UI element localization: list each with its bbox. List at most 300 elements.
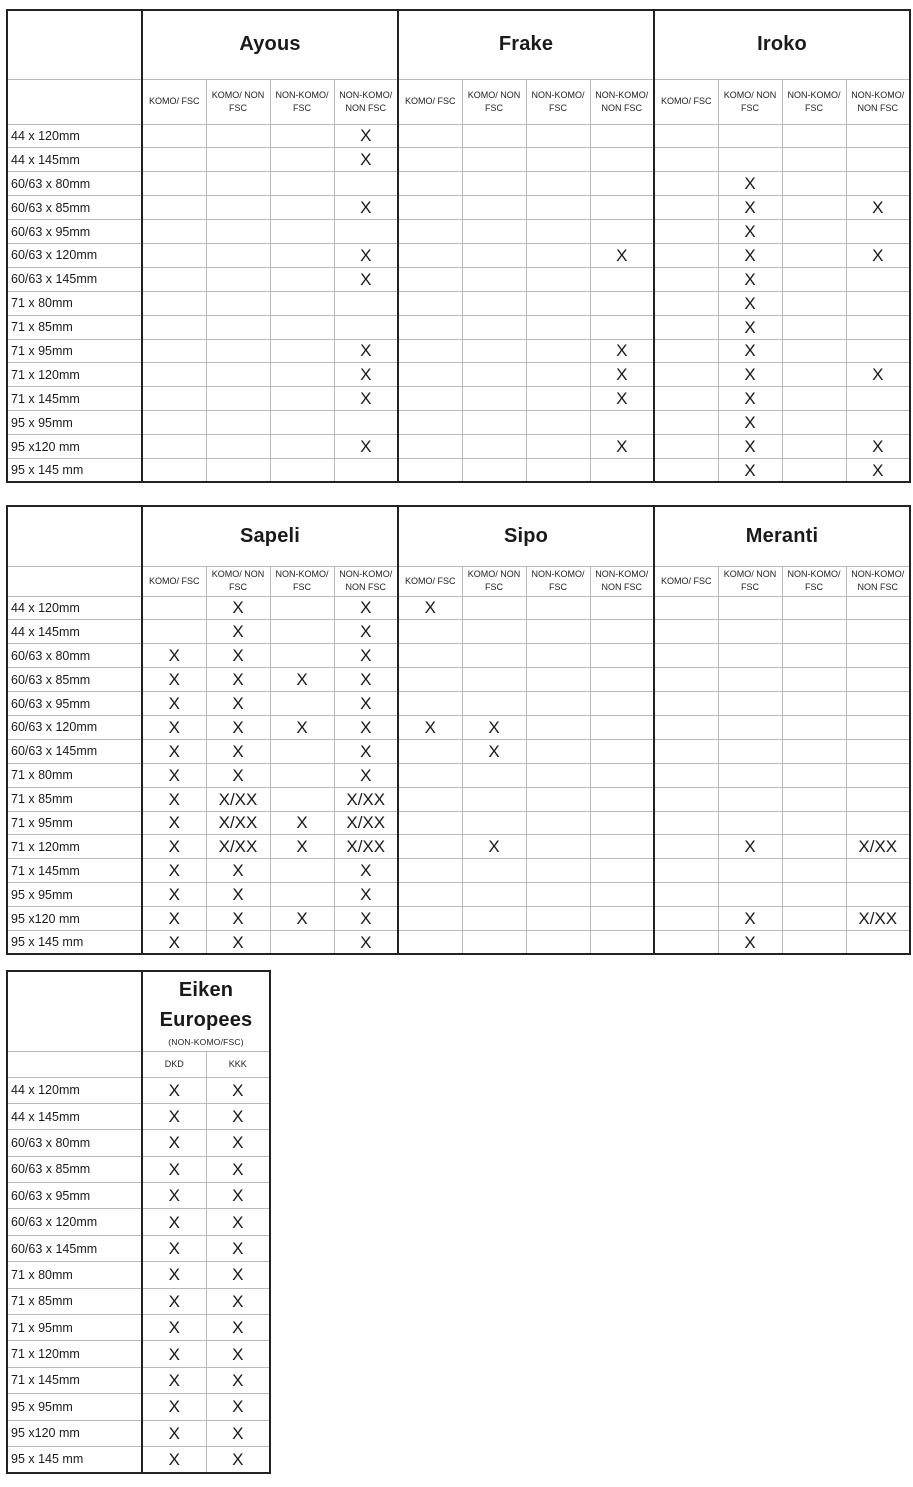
availability-cell: X (142, 1420, 206, 1446)
availability-cell (782, 339, 846, 363)
availability-cell (462, 196, 526, 220)
table-row (7, 196, 910, 220)
availability-cell (462, 220, 526, 244)
availability-cell (206, 435, 270, 459)
certification-header: NON-KOMO/ NON FSC (590, 79, 654, 124)
availability-cell (782, 787, 846, 811)
availability-cell: X (142, 668, 206, 692)
availability-cell: X (142, 739, 206, 763)
availability-cell: X (206, 763, 270, 787)
availability-cell (846, 124, 910, 148)
availability-cell: X (206, 930, 270, 954)
availability-cell: X (206, 620, 270, 644)
availability-cell (526, 763, 590, 787)
availability-cell (846, 883, 910, 907)
certification-header: KOMO/ FSC (398, 79, 462, 124)
availability-cell (142, 267, 206, 291)
availability-cell (718, 715, 782, 739)
size-label: 60/63 x 80mm (7, 1130, 142, 1156)
availability-cell (462, 387, 526, 411)
availability-cell: X (462, 835, 526, 859)
availability-cell (142, 315, 206, 339)
certification-header: NON-KOMO/ NON FSC (846, 79, 910, 124)
availability-cell (590, 859, 654, 883)
availability-cell (206, 148, 270, 172)
availability-cell: X (142, 835, 206, 859)
availability-cell (270, 787, 334, 811)
availability-cell (590, 196, 654, 220)
availability-cell (718, 787, 782, 811)
availability-cell (590, 668, 654, 692)
availability-cell (846, 291, 910, 315)
availability-cell (270, 315, 334, 339)
availability-cell (334, 172, 398, 196)
availability-cell (206, 458, 270, 482)
availability-cell: X/XX (846, 835, 910, 859)
availability-cell (334, 220, 398, 244)
availability-cell (590, 883, 654, 907)
availability-cell (590, 835, 654, 859)
availability-cell: X (142, 1315, 206, 1341)
availability-cell (526, 835, 590, 859)
availability-cell (206, 411, 270, 435)
availability-cell: X (718, 930, 782, 954)
size-label: 71 x 120mm (7, 363, 142, 387)
availability-cell (718, 883, 782, 907)
availability-cell: X (142, 715, 206, 739)
availability-cell (782, 458, 846, 482)
availability-cell: X (142, 1103, 206, 1129)
availability-cell (270, 620, 334, 644)
availability-cell (462, 883, 526, 907)
table-row (7, 124, 910, 148)
availability-cell (846, 930, 910, 954)
availability-cell: X (334, 124, 398, 148)
availability-cell: X (206, 1394, 270, 1420)
table-row (7, 387, 910, 411)
availability-cell: X (334, 620, 398, 644)
species-title-sipo: Sipo (398, 506, 654, 566)
availability-cell (846, 596, 910, 620)
availability-cell (654, 220, 718, 244)
availability-cell: X (334, 148, 398, 172)
availability-cell (526, 363, 590, 387)
certification-header: KOMO/ NON FSC (206, 79, 270, 124)
table-row (7, 339, 910, 363)
availability-cell (142, 291, 206, 315)
availability-cell: X (334, 883, 398, 907)
availability-cell (526, 267, 590, 291)
availability-cell (782, 435, 846, 459)
size-label: 44 x 120mm (7, 124, 142, 148)
availability-cell: X/XX (846, 907, 910, 931)
size-label: 71 x 120mm (7, 1341, 142, 1367)
availability-cell (206, 172, 270, 196)
size-label: 95 x 145 mm (7, 458, 142, 482)
table-row (7, 835, 910, 859)
availability-cell (526, 339, 590, 363)
availability-cell (270, 692, 334, 716)
availability-cell: X (142, 1130, 206, 1156)
availability-cell (718, 668, 782, 692)
availability-cell (846, 739, 910, 763)
availability-cell: X (206, 1446, 270, 1472)
availability-cell (782, 267, 846, 291)
table-row (7, 763, 910, 787)
availability-cell (654, 930, 718, 954)
availability-cell (398, 243, 462, 267)
availability-cell: X (142, 1341, 206, 1367)
availability-cell (654, 196, 718, 220)
availability-cell: X (334, 196, 398, 220)
availability-cell (398, 739, 462, 763)
certification-header: NON-KOMO/ FSC (782, 566, 846, 596)
availability-cell (782, 596, 846, 620)
table-row (7, 411, 910, 435)
availability-cell: X (142, 1235, 206, 1261)
availability-cell: X (334, 243, 398, 267)
availability-cell (846, 148, 910, 172)
table-row (7, 1209, 270, 1235)
availability-cell: X (206, 692, 270, 716)
availability-cell: X (142, 1077, 206, 1103)
availability-cell (270, 148, 334, 172)
table-row (7, 930, 910, 954)
availability-cell (462, 291, 526, 315)
availability-cell (590, 811, 654, 835)
availability-cell (398, 859, 462, 883)
availability-cell: X (590, 435, 654, 459)
availability-cell (270, 267, 334, 291)
availability-cell (270, 411, 334, 435)
availability-cell (462, 644, 526, 668)
availability-cell (654, 172, 718, 196)
availability-cell (846, 267, 910, 291)
availability-cell (142, 339, 206, 363)
table-row (7, 1262, 270, 1288)
table-row (7, 1341, 270, 1367)
availability-cell (718, 596, 782, 620)
certification-header-row (7, 566, 910, 596)
availability-cell (782, 715, 846, 739)
availability-cell: X (206, 1103, 270, 1129)
availability-cell (334, 315, 398, 339)
table-row (7, 1183, 270, 1209)
size-label: 60/63 x 95mm (7, 1183, 142, 1209)
availability-cell (142, 196, 206, 220)
availability-cell (526, 196, 590, 220)
availability-cell (846, 644, 910, 668)
availability-cell (398, 930, 462, 954)
availability-cell (782, 692, 846, 716)
availability-cell (718, 148, 782, 172)
table-row (7, 787, 910, 811)
availability-cell (206, 363, 270, 387)
availability-cell: X (206, 1130, 270, 1156)
availability-cell: X (270, 715, 334, 739)
availability-cell: X (206, 907, 270, 931)
availability-cell (654, 387, 718, 411)
availability-cell (846, 715, 910, 739)
size-label: 44 x 145mm (7, 148, 142, 172)
availability-cell (526, 411, 590, 435)
certification-header: NON-KOMO/ NON FSC (590, 566, 654, 596)
size-label: 71 x 120mm (7, 835, 142, 859)
availability-cell (846, 339, 910, 363)
drying-method-header: KKK (206, 1051, 270, 1077)
species-header-row (7, 971, 270, 1051)
availability-cell (846, 668, 910, 692)
availability-cell (782, 763, 846, 787)
table-row (7, 220, 910, 244)
availability-cell (526, 739, 590, 763)
availability-cell (782, 620, 846, 644)
availability-cell: X (334, 930, 398, 954)
availability-cell (270, 930, 334, 954)
availability-cell (462, 930, 526, 954)
size-label: 95 x120 mm (7, 435, 142, 459)
availability-cell: X (718, 387, 782, 411)
availability-cell: X (142, 1394, 206, 1420)
availability-cell: X (142, 1367, 206, 1393)
availability-cell (654, 715, 718, 739)
table-row (7, 1367, 270, 1393)
availability-cell: X (718, 435, 782, 459)
availability-cell: X (142, 907, 206, 931)
availability-cell (270, 596, 334, 620)
size-label: 44 x 120mm (7, 596, 142, 620)
table-row (7, 859, 910, 883)
availability-cell (270, 363, 334, 387)
availability-cell: X (142, 763, 206, 787)
availability-cell: X (270, 668, 334, 692)
availability-cell (206, 124, 270, 148)
availability-cell (270, 644, 334, 668)
size-label: 95 x 145 mm (7, 930, 142, 954)
availability-cell (462, 859, 526, 883)
availability-cell: X (462, 715, 526, 739)
availability-cell (462, 907, 526, 931)
species-title-iroko: Iroko (654, 10, 910, 79)
certification-header: KOMO/ FSC (142, 566, 206, 596)
availability-cell (846, 811, 910, 835)
availability-cell (654, 668, 718, 692)
size-label: 71 x 145mm (7, 1367, 142, 1393)
size-label: 44 x 120mm (7, 1077, 142, 1103)
species-header-row (7, 10, 910, 79)
certification-header: NON-KOMO/ NON FSC (334, 79, 398, 124)
availability-cell: X (334, 668, 398, 692)
availability-cell (590, 620, 654, 644)
corner-cell (7, 566, 142, 596)
table-row (7, 1130, 270, 1156)
availability-cell: X/XX (334, 835, 398, 859)
certification-header: KOMO/ FSC (398, 566, 462, 596)
availability-cell (270, 220, 334, 244)
availability-cell (398, 620, 462, 644)
availability-cell (590, 907, 654, 931)
availability-cell: X (590, 243, 654, 267)
availability-cell: X (334, 715, 398, 739)
availability-cell (782, 196, 846, 220)
availability-cell (654, 411, 718, 435)
availability-cell (462, 596, 526, 620)
availability-cell (398, 835, 462, 859)
availability-cell: X (206, 1367, 270, 1393)
availability-cell: X (206, 1077, 270, 1103)
availability-cell (334, 458, 398, 482)
availability-cell (462, 243, 526, 267)
certification-header: KOMO/ NON FSC (718, 79, 782, 124)
species-title-frake: Frake (398, 10, 654, 79)
availability-cell (398, 267, 462, 291)
availability-cell (590, 715, 654, 739)
availability-cell (654, 458, 718, 482)
availability-cell (398, 883, 462, 907)
size-label: 71 x 95mm (7, 339, 142, 363)
availability-cell: X (334, 596, 398, 620)
availability-cell (654, 620, 718, 644)
availability-cell: X (142, 1209, 206, 1235)
size-label: 71 x 145mm (7, 859, 142, 883)
availability-cell (654, 596, 718, 620)
availability-cell (590, 411, 654, 435)
availability-cell (654, 883, 718, 907)
availability-cell (270, 458, 334, 482)
availability-cell (654, 339, 718, 363)
availability-cell: X (846, 243, 910, 267)
availability-cell: X (718, 907, 782, 931)
table-row (7, 1288, 270, 1314)
availability-cell (526, 883, 590, 907)
availability-cell (782, 411, 846, 435)
availability-cell (590, 220, 654, 244)
certification-header: NON-KOMO/ FSC (782, 79, 846, 124)
eiken-title: Eiken Europees (159, 979, 253, 1032)
availability-cell: X (718, 196, 782, 220)
availability-cell (462, 668, 526, 692)
availability-cell: X (334, 363, 398, 387)
availability-cell (398, 763, 462, 787)
size-label: 71 x 85mm (7, 315, 142, 339)
availability-cell (206, 387, 270, 411)
availability-cell: X (206, 1156, 270, 1182)
availability-cell (462, 172, 526, 196)
table-row (7, 1420, 270, 1446)
availability-cell: X (206, 1420, 270, 1446)
species-title-eiken-europees (142, 971, 270, 1051)
table-row (7, 172, 910, 196)
availability-cell (782, 387, 846, 411)
availability-cell (654, 124, 718, 148)
availability-cell: X (590, 363, 654, 387)
species-title-ayous: Ayous (142, 10, 398, 79)
availability-cell (526, 644, 590, 668)
table-row (7, 1446, 270, 1472)
table-sapeli-sipo-meranti (6, 505, 911, 955)
table-row (7, 811, 910, 835)
availability-cell (590, 267, 654, 291)
size-label: 71 x 80mm (7, 291, 142, 315)
availability-cell: X (270, 811, 334, 835)
availability-cell (398, 339, 462, 363)
table-row (7, 1077, 270, 1103)
table-row (7, 715, 910, 739)
availability-cell: X/XX (206, 787, 270, 811)
certification-header: NON-KOMO/ FSC (526, 566, 590, 596)
availability-cell: X/XX (334, 787, 398, 811)
availability-cell (270, 339, 334, 363)
availability-cell (526, 291, 590, 315)
size-label: 95 x 95mm (7, 883, 142, 907)
availability-cell: X (846, 363, 910, 387)
availability-cell (398, 411, 462, 435)
certification-header: NON-KOMO/ FSC (270, 566, 334, 596)
size-label: 71 x 85mm (7, 787, 142, 811)
availability-cell (398, 363, 462, 387)
size-label: 60/63 x 80mm (7, 644, 142, 668)
availability-cell (142, 387, 206, 411)
availability-cell: X (142, 692, 206, 716)
size-label: 60/63 x 120mm (7, 243, 142, 267)
size-label: 71 x 80mm (7, 1262, 142, 1288)
table-row (7, 883, 910, 907)
availability-cell (590, 930, 654, 954)
availability-cell (398, 644, 462, 668)
table-row (7, 596, 910, 620)
availability-cell (718, 124, 782, 148)
availability-cell (590, 739, 654, 763)
table-row (7, 668, 910, 692)
availability-cell (654, 763, 718, 787)
availability-cell (526, 387, 590, 411)
availability-cell (782, 172, 846, 196)
availability-cell: X (142, 859, 206, 883)
availability-cell (654, 148, 718, 172)
availability-cell (462, 339, 526, 363)
availability-cell: X (206, 1262, 270, 1288)
availability-cell (206, 220, 270, 244)
availability-cell (526, 859, 590, 883)
availability-cell: X/XX (206, 835, 270, 859)
availability-cell (846, 315, 910, 339)
availability-cell: X (206, 883, 270, 907)
availability-cell: X (718, 220, 782, 244)
corner-cell (7, 79, 142, 124)
availability-cell (654, 291, 718, 315)
size-label: 60/63 x 145mm (7, 739, 142, 763)
size-label: 71 x 145mm (7, 387, 142, 411)
availability-cell: X (206, 1315, 270, 1341)
size-label: 60/63 x 85mm (7, 196, 142, 220)
availability-cell (654, 907, 718, 931)
availability-cell: X (142, 1156, 206, 1182)
availability-cell (782, 883, 846, 907)
table-row (7, 1394, 270, 1420)
size-label: 95 x 95mm (7, 411, 142, 435)
certification-header: KOMO/ NON FSC (462, 79, 526, 124)
availability-cell (462, 363, 526, 387)
availability-cell (782, 739, 846, 763)
availability-cell (462, 763, 526, 787)
availability-cell (398, 291, 462, 315)
availability-cell (398, 692, 462, 716)
availability-cell (462, 435, 526, 459)
availability-cell: X (718, 267, 782, 291)
availability-cell (782, 315, 846, 339)
availability-cell (462, 787, 526, 811)
availability-cell (206, 196, 270, 220)
